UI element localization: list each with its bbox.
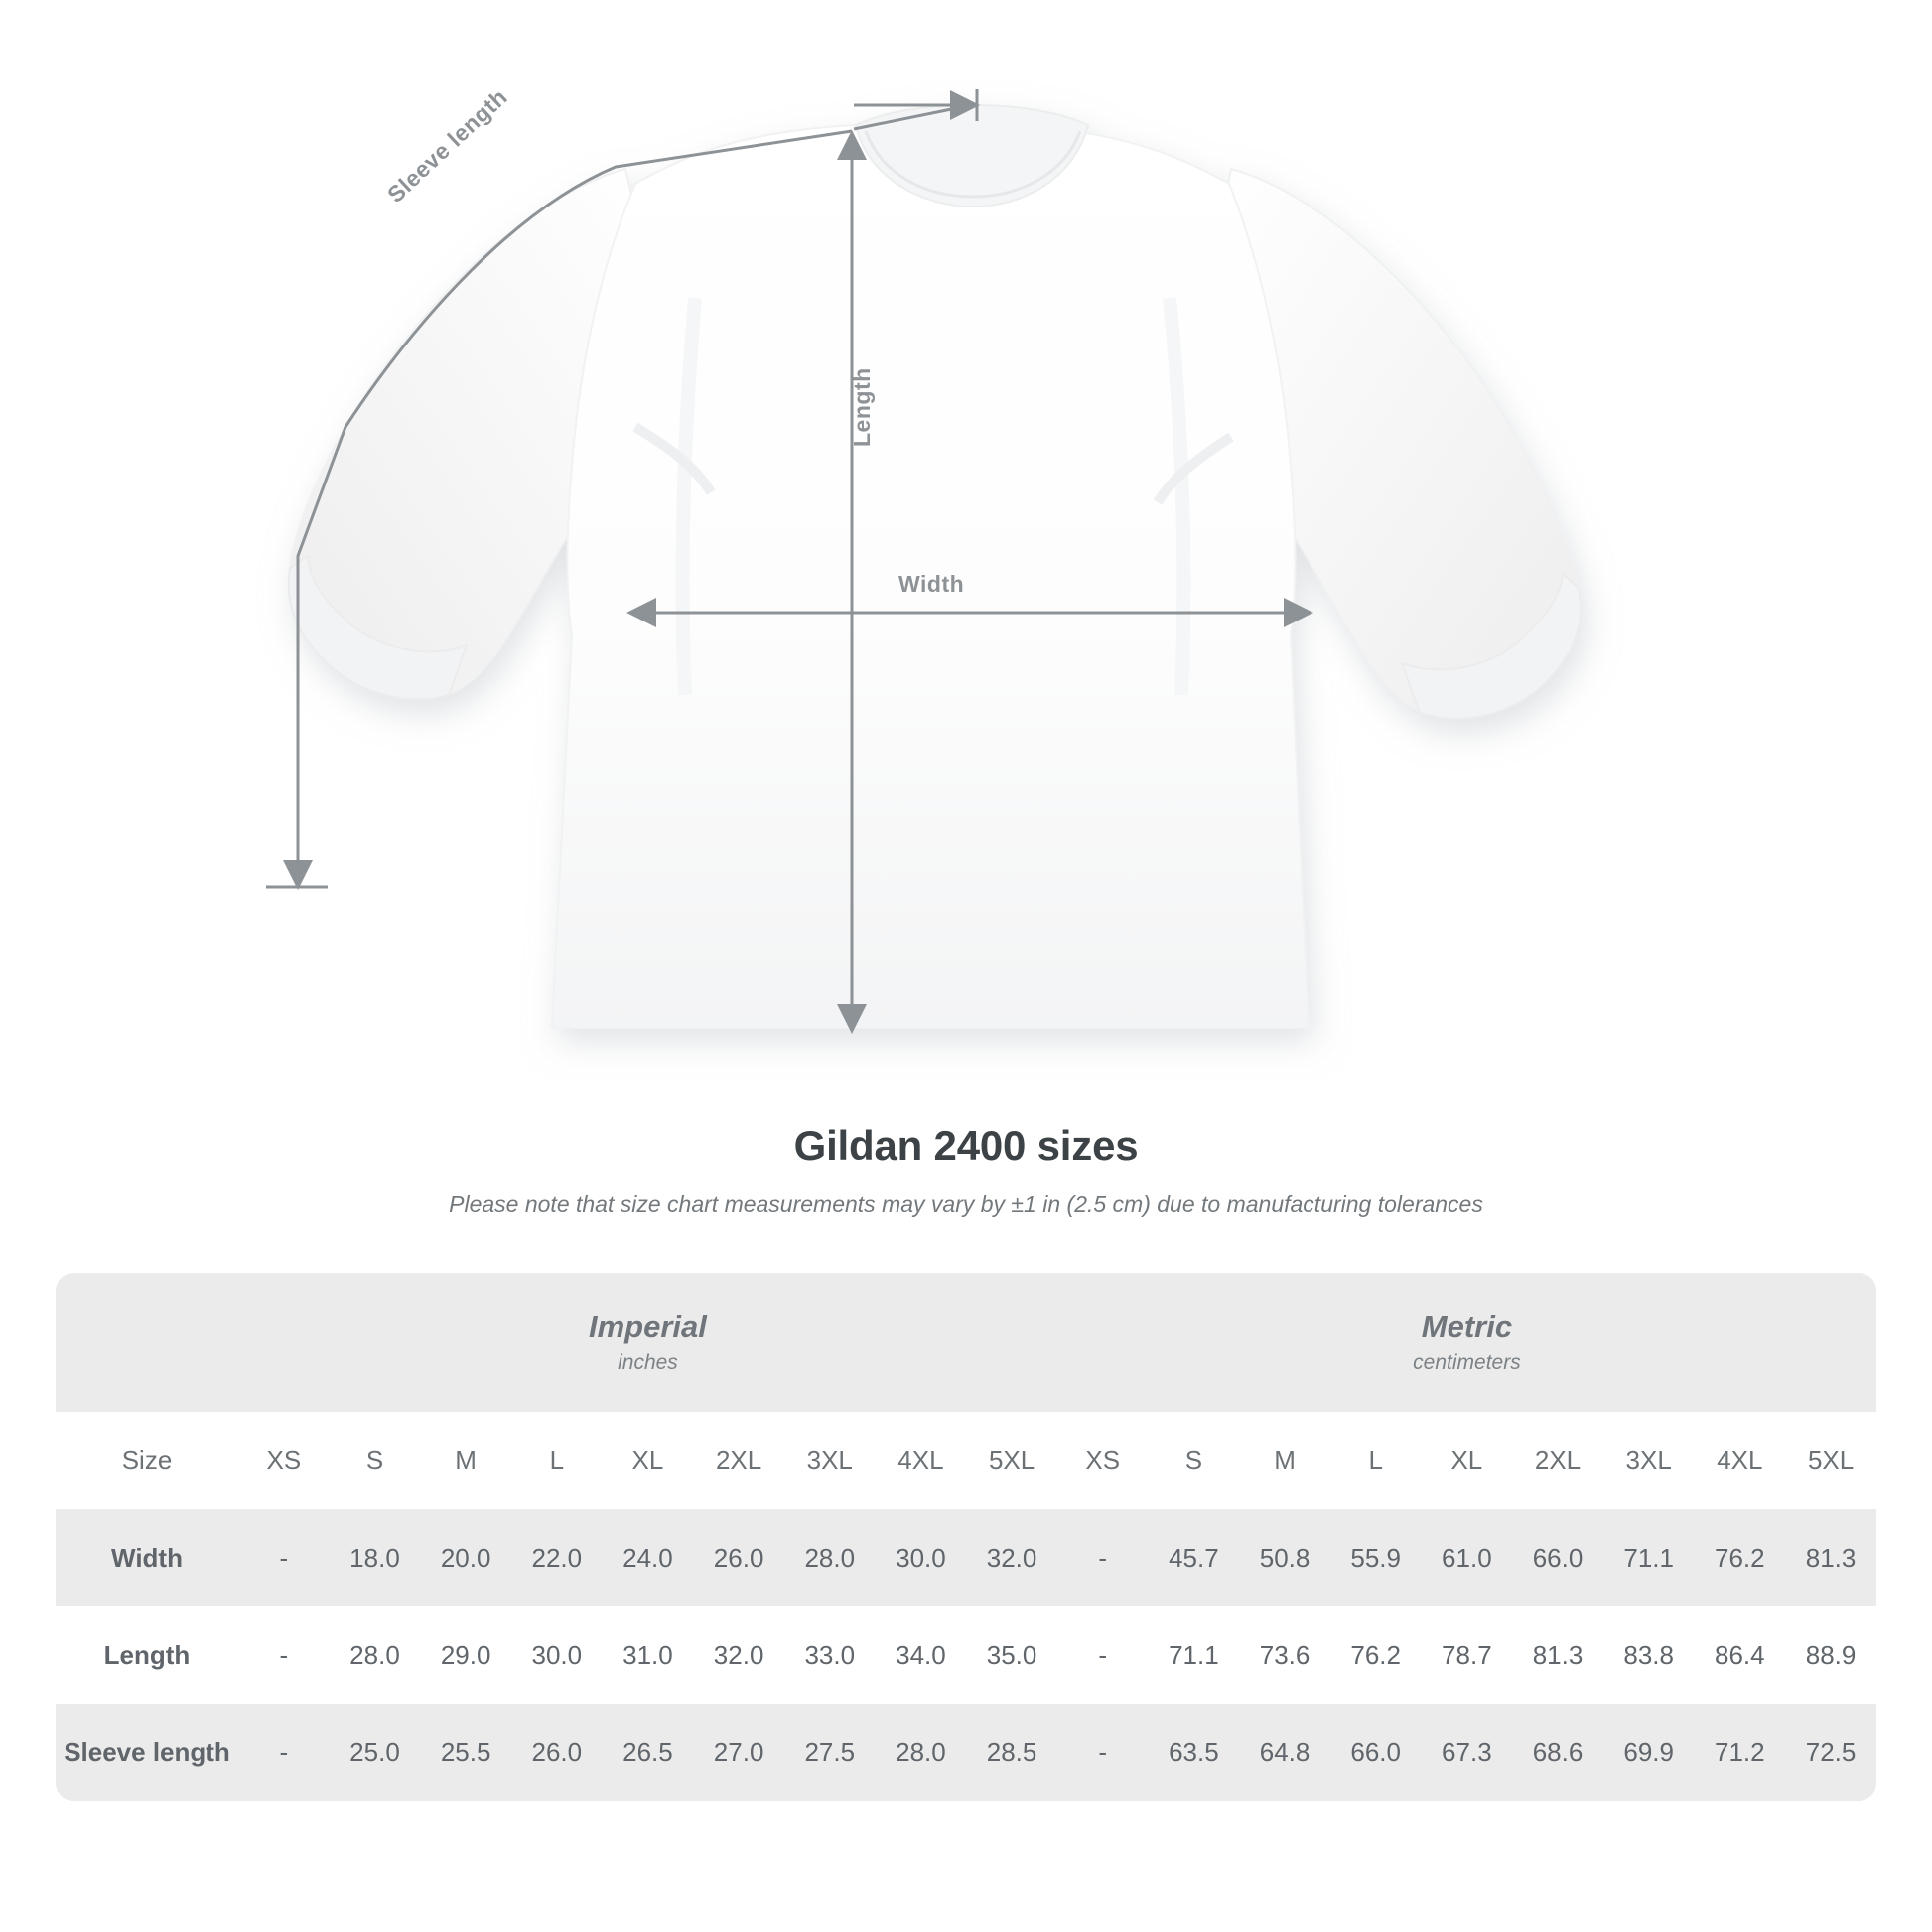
size-header-cell: 4XL: [876, 1412, 967, 1509]
size-header-cell: L: [1330, 1412, 1422, 1509]
size-header-cell: 2XL: [1512, 1412, 1603, 1509]
sleeve-length-label: Sleeve length: [382, 83, 512, 208]
size-header-cell: 2XL: [693, 1412, 784, 1509]
size-header-cell: 3XL: [784, 1412, 876, 1509]
size-header-label: Size: [56, 1412, 238, 1509]
measurement-cell: 66.0: [1512, 1509, 1603, 1606]
measurement-cell: 68.6: [1512, 1704, 1603, 1801]
measurement-cell: 28.0: [784, 1509, 876, 1606]
size-chart-table: [56, 1273, 1876, 1801]
page-title: Gildan 2400 sizes: [793, 1122, 1139, 1169]
garment-shape: [289, 105, 1581, 1028]
measurement-cell: 73.6: [1239, 1606, 1330, 1704]
measurement-cell: 35.0: [966, 1606, 1057, 1704]
measurement-cell: -: [1057, 1704, 1149, 1801]
measurement-cell: 32.0: [966, 1509, 1057, 1606]
measurement-cell: 67.3: [1422, 1704, 1513, 1801]
measurement-cell: 55.9: [1330, 1509, 1422, 1606]
unit-group-imperial: [238, 1273, 1057, 1412]
measurement-cell: 28.0: [876, 1704, 967, 1801]
row-label: Sleeve length: [56, 1704, 238, 1801]
unit-group-row: [56, 1273, 1876, 1412]
measurement-cell: 27.5: [784, 1704, 876, 1801]
size-header-cell: S: [1149, 1412, 1240, 1509]
table-row: [56, 1509, 1876, 1606]
measurement-cell: 69.9: [1603, 1704, 1695, 1801]
row-label: Width: [56, 1509, 238, 1606]
size-header-row: [56, 1412, 1876, 1509]
size-header-cell: 5XL: [966, 1412, 1057, 1509]
measurement-cell: 50.8: [1239, 1509, 1330, 1606]
unit-group-subtitle: inches: [618, 1350, 678, 1374]
measurement-cell: -: [238, 1704, 330, 1801]
measurement-cell: 22.0: [511, 1509, 603, 1606]
measurement-cell: 71.1: [1149, 1606, 1240, 1704]
measurement-cell: 33.0: [784, 1606, 876, 1704]
width-label: Width: [898, 571, 965, 597]
measurement-cell: 63.5: [1149, 1704, 1240, 1801]
title-block: [0, 1122, 1932, 1218]
measurement-cell: 45.7: [1149, 1509, 1240, 1606]
size-header-cell: XS: [238, 1412, 330, 1509]
size-header-cell: XL: [603, 1412, 694, 1509]
size-header-cell: M: [420, 1412, 511, 1509]
measurement-cell: 18.0: [330, 1509, 421, 1606]
measurement-cell: 30.0: [511, 1606, 603, 1704]
measurement-cell: 32.0: [693, 1606, 784, 1704]
unit-row-spacer: [56, 1273, 238, 1412]
measurement-cell: 64.8: [1239, 1704, 1330, 1801]
size-header-cell: S: [330, 1412, 421, 1509]
measurement-cell: -: [1057, 1606, 1149, 1704]
measurement-cell: -: [1057, 1509, 1149, 1606]
unit-group-name: Metric: [1421, 1310, 1513, 1345]
unit-group-subtitle: centimeters: [1413, 1350, 1521, 1374]
measurement-cell: 26.5: [603, 1704, 694, 1801]
size-header-cell: 4XL: [1695, 1412, 1786, 1509]
measurement-cell: 25.0: [330, 1704, 421, 1801]
measurement-cell: 28.5: [966, 1704, 1057, 1801]
measurement-cell: 78.7: [1422, 1606, 1513, 1704]
size-header-cell: 5XL: [1785, 1412, 1876, 1509]
tolerance-note: Please note that size chart measurements may vary by ±1 in (2.5 cm) due to manufacturing tolerances: [449, 1191, 1483, 1217]
measurement-cell: 61.0: [1422, 1509, 1513, 1606]
measurement-cell: 27.0: [693, 1704, 784, 1801]
size-header-cell: 3XL: [1603, 1412, 1695, 1509]
length-label: Length: [849, 367, 875, 447]
row-label: Length: [56, 1606, 238, 1704]
measurement-cell: 76.2: [1695, 1509, 1786, 1606]
measurement-cell: 26.0: [511, 1704, 603, 1801]
measurement-cell: -: [238, 1606, 330, 1704]
measurement-cell: 24.0: [603, 1509, 694, 1606]
size-header-cell: L: [511, 1412, 603, 1509]
size-header-cell: M: [1239, 1412, 1330, 1509]
measurement-cell: 20.0: [420, 1509, 511, 1606]
measurement-cell: 83.8: [1603, 1606, 1695, 1704]
size-header-cell: XS: [1057, 1412, 1149, 1509]
measurement-cell: 81.3: [1512, 1606, 1603, 1704]
measurement-cell: 26.0: [693, 1509, 784, 1606]
measurement-cell: 88.9: [1785, 1606, 1876, 1704]
measurement-cell: 76.2: [1330, 1606, 1422, 1704]
measurement-cell: 25.5: [420, 1704, 511, 1801]
measurement-cell: 29.0: [420, 1606, 511, 1704]
measurement-cell: 28.0: [330, 1606, 421, 1704]
measurement-cell: -: [238, 1509, 330, 1606]
measurement-cell: 66.0: [1330, 1704, 1422, 1801]
measurement-cell: 81.3: [1785, 1509, 1876, 1606]
table-row: [56, 1704, 1876, 1801]
unit-group-metric: [1057, 1273, 1876, 1412]
measurement-cell: 71.1: [1603, 1509, 1695, 1606]
size-header-cell: XL: [1422, 1412, 1513, 1509]
measurement-cell: 34.0: [876, 1606, 967, 1704]
measurement-cell: 30.0: [876, 1509, 967, 1606]
measurement-cell: 71.2: [1695, 1704, 1786, 1801]
size-chart-table-wrapper: [56, 1273, 1876, 1801]
table-row: [56, 1606, 1876, 1704]
measurement-cell: 31.0: [603, 1606, 694, 1704]
measurement-cell: 72.5: [1785, 1704, 1876, 1801]
measurement-cell: 86.4: [1695, 1606, 1786, 1704]
unit-group-name: Imperial: [589, 1310, 707, 1345]
